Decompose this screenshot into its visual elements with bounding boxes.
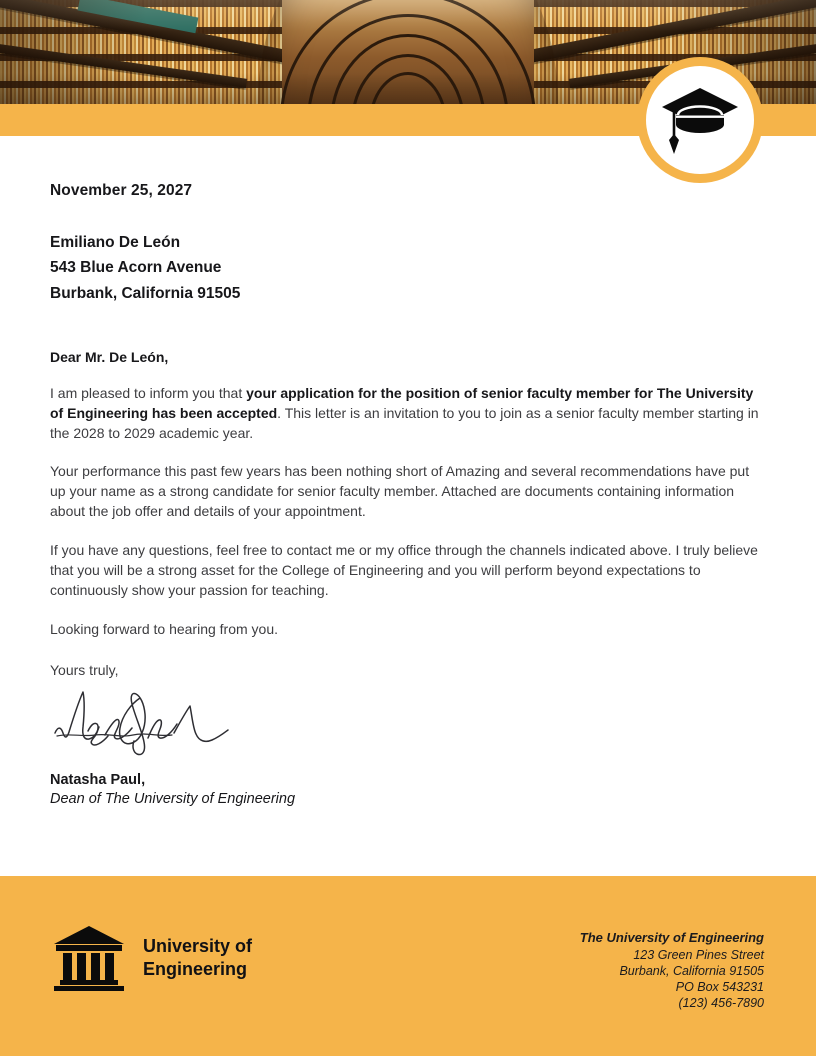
footer-brand-text: [143, 935, 252, 981]
footer-content: [0, 924, 816, 1011]
footer-brand-line-1: University of: [143, 935, 253, 956]
recipient-name: Emiliano De León: [50, 234, 181, 251]
paragraph-1-rest: . This letter is an invitation to you to join as a senior faculty member starting in the 2028 to 2029 academic year.: [50, 404, 759, 441]
paragraph-1-lead: I am pleased to inform you that: [50, 384, 247, 401]
footer-contact-block: [580, 924, 764, 1011]
salutation: Dear Mr. De León,: [50, 348, 169, 365]
document-header: [0, 0, 816, 136]
closing-line: Yours truly,: [50, 661, 119, 678]
footer-brand: [52, 924, 252, 992]
paragraph-1: [50, 384, 766, 444]
recipient-city: Burbank, California 91505: [50, 284, 241, 302]
footer-po-box: PO Box 543231: [675, 980, 764, 995]
footer-city: Burbank, California 91505: [619, 963, 764, 978]
recipient-address: [50, 230, 766, 306]
document-footer: [0, 876, 816, 1056]
paragraph-2: Your performance this past few years has been nothing short of Amazing and several recommendations have put up your name as a strong candidate for senior faculty member. Attached are documents containing information about the job offer and details of your appointment.: [50, 463, 750, 520]
footer-phone: (123) 456-7890: [678, 996, 764, 1011]
letter-date: November 25, 2027: [50, 182, 193, 199]
signature-image: [52, 686, 242, 758]
letter-body: [0, 136, 816, 807]
paragraph-1-emphasis: your application for the position of senior faculty member for The University of Engineering has been accepted: [50, 384, 754, 421]
graduation-cap-badge: [637, 57, 763, 183]
paragraph-4: Looking forward to hearing from you.: [50, 620, 279, 637]
signer-title: Dean of The University of Engineering: [50, 790, 296, 807]
footer-organization: The University of Engineering: [579, 930, 764, 945]
signer-name: Natasha Paul,: [50, 771, 146, 788]
paragraph-3: If you have any questions, feel free to contact me or my office through the channels indicated above. I truly believe that you will be a strong asset for the College of Engineering and you will perform beyond expectations to continuously show your passion for teaching.: [50, 542, 758, 598]
graduation-cap-icon: [661, 82, 739, 158]
footer-brand-line-2: Engineering: [143, 959, 248, 979]
footer-street: 123 Green Pines Street: [633, 947, 764, 962]
recipient-street: 543 Blue Acorn Avenue: [50, 259, 222, 277]
classical-building-icon: [52, 924, 126, 992]
